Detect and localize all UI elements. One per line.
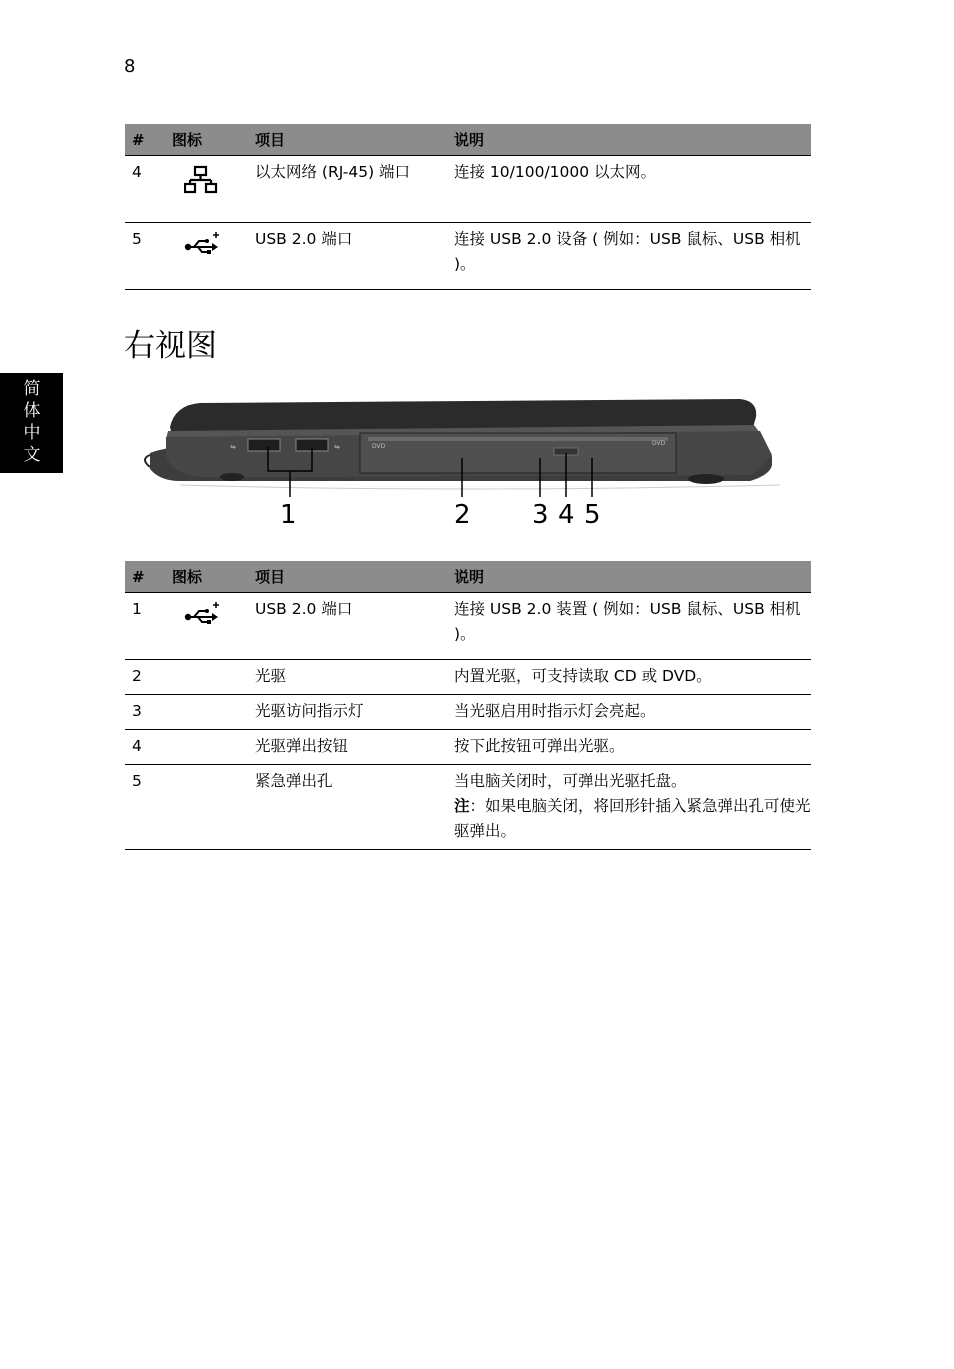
- side-tab-char: 文: [23, 445, 41, 465]
- header-icon: 图标: [172, 561, 255, 593]
- row-num: 4: [125, 730, 172, 765]
- table-header-row: [125, 561, 811, 593]
- table-row: [125, 660, 811, 695]
- callout-label: 3: [532, 500, 549, 530]
- side-tab-char: 体: [23, 401, 41, 421]
- row-icon: [172, 765, 255, 850]
- ports-table-left: [125, 124, 811, 290]
- row-icon: [172, 695, 255, 730]
- row-num: 3: [125, 695, 172, 730]
- row-desc: 内置光驱，可支持读取 CD 或 DVD。: [454, 660, 811, 695]
- row-desc: [454, 765, 811, 850]
- ports-table-right: [125, 561, 811, 850]
- header-desc: 说明: [454, 561, 811, 593]
- row-num: 2: [125, 660, 172, 695]
- row-icon: [172, 593, 255, 660]
- header-num: #: [125, 561, 172, 593]
- callout-label: 5: [584, 500, 601, 530]
- row-desc: 当光驱启用时指示灯会亮起。: [454, 695, 811, 730]
- row-item: USB 2.0 端口: [255, 223, 454, 290]
- svg-text:DVD: DVD: [372, 443, 386, 450]
- row-item: USB 2.0 端口: [255, 593, 454, 660]
- svg-text:⇋: ⇋: [230, 443, 236, 451]
- table-header-row: [125, 124, 811, 156]
- row-desc: 连接 10/100/1000 以太网。: [454, 156, 811, 223]
- usb-icon: [184, 601, 220, 627]
- header-item: 项目: [255, 124, 454, 156]
- callout-label: 4: [558, 500, 575, 530]
- row-item: 光驱弹出按钮: [255, 730, 454, 765]
- header-desc: 说明: [454, 124, 811, 156]
- section-title: 右视图: [124, 328, 217, 364]
- row-item: 紧急弹出孔: [255, 765, 454, 850]
- language-side-tab: [0, 373, 63, 473]
- svg-text:⇋: ⇋: [334, 443, 340, 451]
- side-tab-char: 简: [23, 379, 41, 399]
- table-row: [125, 156, 811, 223]
- table-row: [125, 223, 811, 290]
- callout-label: 1: [280, 500, 297, 530]
- row-num: 5: [125, 223, 172, 290]
- note-label: 注: [454, 797, 470, 815]
- row-note: [454, 794, 811, 844]
- page-number: 8: [124, 56, 136, 77]
- usb-icon: [184, 231, 220, 257]
- row-num: 1: [125, 593, 172, 660]
- row-icon: [172, 223, 255, 290]
- row-num: 5: [125, 765, 172, 850]
- row-item: 光驱访问指示灯: [255, 695, 454, 730]
- svg-text:DVD: DVD: [652, 440, 666, 447]
- header-item: 项目: [255, 561, 454, 593]
- row-num: 4: [125, 156, 172, 223]
- row-desc: 连接 USB 2.0 装置 ( 例如：USB 鼠标、USB 相机 )。: [454, 593, 811, 660]
- header-num: #: [125, 124, 172, 156]
- row-icon: [172, 660, 255, 695]
- side-tab-char: 中: [23, 423, 41, 443]
- network-icon: [184, 164, 218, 196]
- row-icon: [172, 730, 255, 765]
- table-row: [125, 593, 811, 660]
- row-item: 以太网络 (RJ-45) 端口: [255, 156, 454, 223]
- table-row: [125, 695, 811, 730]
- table-row: [125, 765, 811, 850]
- row-desc-main: 当电脑关闭时，可弹出光驱托盘。: [454, 772, 687, 790]
- row-desc: 按下此按钮可弹出光驱。: [454, 730, 811, 765]
- note-text: ：如果电脑关闭，将回形针插入紧急弹出孔可使光驱弹出。: [454, 797, 811, 840]
- callout-label: 2: [454, 500, 471, 530]
- row-item: 光驱: [255, 660, 454, 695]
- table-row: [125, 730, 811, 765]
- row-icon: [172, 156, 255, 223]
- row-desc: 连接 USB 2.0 设备 ( 例如：USB 鼠标、USB 相机 )。: [454, 223, 811, 290]
- header-icon: 图标: [172, 124, 255, 156]
